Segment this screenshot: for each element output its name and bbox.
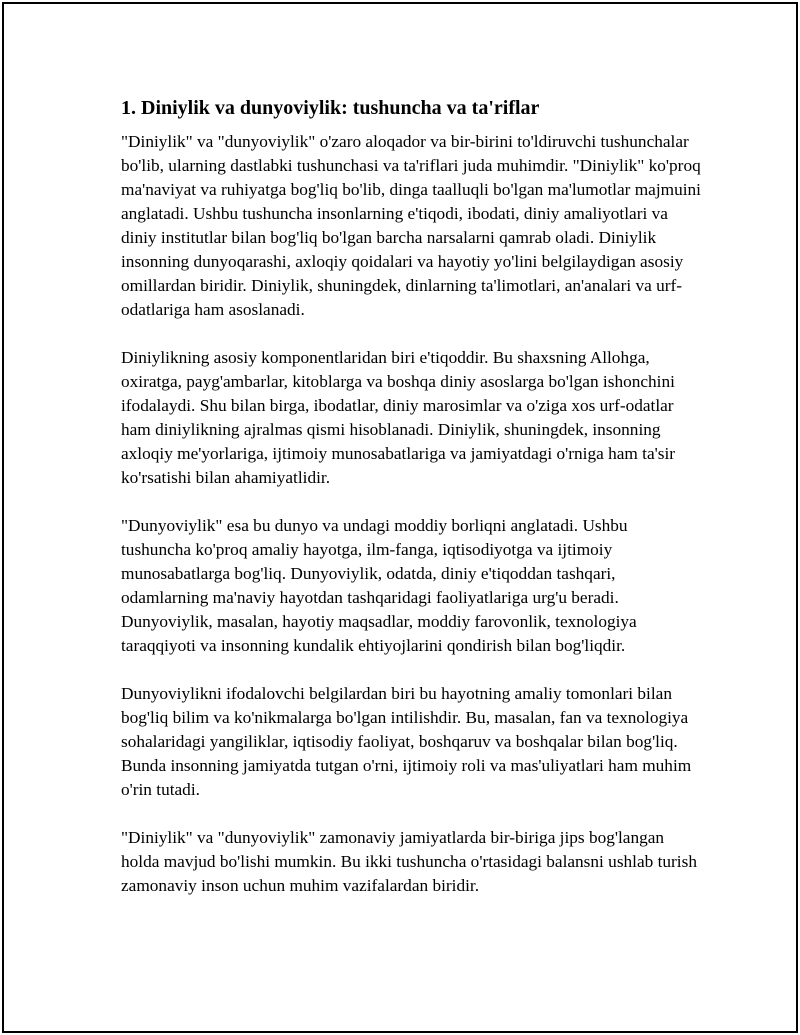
paragraph-5: "Diniylik" va "dunyoviylik" zamonaviy jamiyatlarda bir-biriga jips bog'langan holda mavjud bo'lishi mumkin. Bu ikki tushuncha o'rtasidagi balansni ushlab turish zamonaviy inson uchun muhim vazifalardan biridir.: [121, 828, 697, 895]
paragraph-4: Dunyoviylikni ifodalovchi belgilardan biri bu hayotning amaliy tomonlari bilan bog'liq bilim va ko'nikmalarga bo'lgan intilishdir. Bu, masalan, fan va texnologiya sohalaridagi yangiliklar, iqtisodiy faoliyat, boshqaruv va boshqalar bilan bog'liq. Bunda insonning jamiyatda tutgan o'rni, ijtimoiy roli va mas'uliyatlari ham muhim o'rin tutadi.: [121, 684, 692, 799]
paragraph-1: "Diniylik" va "dunyoviylik" o'zaro aloqador va bir-birini to'ldiruvchi tushunchalar bo'lib, ularning dastlabki tushunchasi va ta'riflari juda muhimdir. "Diniylik" ko'proq ma'naviyat va ruhiyatga bog'liq bo'lib, dinga taalluqli bo'lgan ma'lumotlar majmuini anglatadi. Ushbu tushuncha insonlarning e'tiqodi, ibodati, diniy amaliyotlari va diniy institutlar bilan bog'liq bo'lgan barcha narsalarni qamrab oladi. Diniylik insonning dunyoqarashi, axloqiy qoidalari va hayotiy yo'lini belgilaydigan asosiy omillardan biridir. Diniylik, shuningdek, dinlarning ta'limotlari, an'analari va urf-odatlariga ham asoslanadi.: [121, 132, 701, 319]
section-heading: 1. Diniylik va dunyoviylik: tushuncha va ta'riflar: [121, 97, 540, 119]
page-frame: [2, 2, 798, 1033]
paragraph-3: "Dunyoviylik" esa bu dunyo va undagi moddiy borliqni anglatadi. Ushbu tushuncha ko'proq amaliy hayotga, ilm-fanga, iqtisodiyotga va ijtimoiy munosabatlarga bog'liq. Dunyoviylik, odatda, diniy e'tiqoddan tashqari, odamlarning ma'naviy hayotdan tashqaridagi faoliyatlariga urg'u beradi. Dunyoviylik, masalan, hayotiy maqsadlar, moddiy farovonlik, texnologiya taraqqiyoti va insonning kundalik ehtiyojlarini qondirish bilan bog'liqdir.: [121, 516, 637, 655]
document-body: [121, 94, 701, 898]
paragraph-2: Diniylikning asosiy komponentlaridan biri e'tiqoddir. Bu shaxsning Allohga, oxiratga, payg'ambarlar, kitoblarga va boshqa diniy asoslarga bo'lgan ishonchini ifodalaydi. Shu bilan birga, ibodatlar, diniy marosimlar va o'ziga xos urf-odatlar ham diniylikning ajralmas qismi hisoblanadi. Diniylik, shuningdek, insonning axloqiy me'yorlariga, ijtimoiy munosabatlariga va jamiyatdagi o'rniga ham ta'sir ko'rsatishi bilan ahamiyatlidir.: [121, 348, 676, 487]
